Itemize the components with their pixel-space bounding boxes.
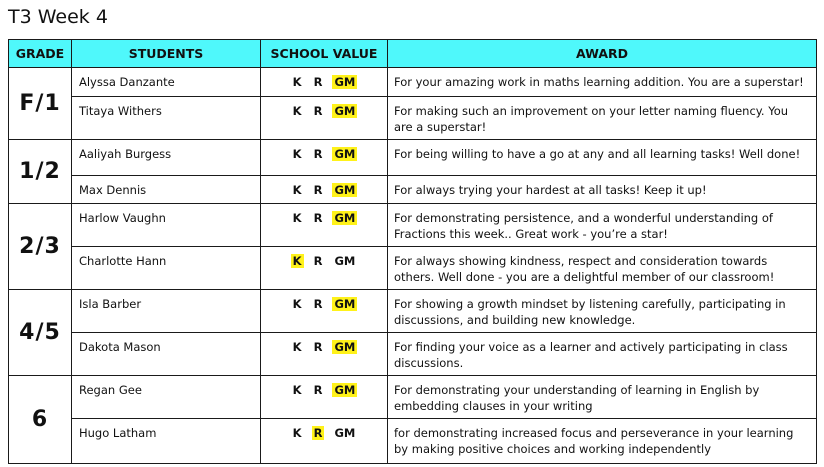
school-value-k: K bbox=[292, 211, 302, 225]
student-name: Max Dennis bbox=[72, 176, 261, 204]
school-value-cell bbox=[261, 290, 388, 333]
school-value-r: R bbox=[313, 211, 323, 225]
award-text: for demonstrating increased focus and perseverance in your learning by making positive choices and working independently bbox=[388, 419, 817, 464]
award-text: For your amazing work in maths learning addition. You are a superstar! bbox=[388, 68, 817, 97]
school-value-k: K bbox=[292, 426, 302, 440]
grade-header: GRADE bbox=[9, 40, 72, 68]
school-value-gm: GM bbox=[334, 254, 356, 268]
school-value-cell bbox=[261, 68, 388, 97]
school-value-gm: GM bbox=[334, 104, 356, 118]
award-text: For making such an improvement on your letter naming fluency. You are a superstar! bbox=[388, 97, 817, 140]
school-value-r: R bbox=[313, 147, 323, 161]
school-value-gm: GM bbox=[334, 426, 356, 440]
school-value-gm: GM bbox=[334, 297, 356, 311]
awards-table bbox=[8, 39, 817, 464]
award-header: AWARD bbox=[388, 40, 817, 68]
school-value-r: R bbox=[313, 426, 323, 440]
student-name: Isla Barber bbox=[72, 290, 261, 333]
school-value-gm: GM bbox=[334, 383, 356, 397]
table-row bbox=[9, 204, 817, 247]
grade-cell: 6 bbox=[9, 376, 72, 464]
school-value-r: R bbox=[313, 75, 323, 89]
school-value-k: K bbox=[292, 75, 302, 89]
award-text: For being willing to have a go at any and all learning tasks! Well done! bbox=[388, 140, 817, 176]
school-value-gm: GM bbox=[334, 340, 356, 354]
school-value-cell bbox=[261, 204, 388, 247]
school-value-k: K bbox=[292, 340, 302, 354]
student-name: Hugo Latham bbox=[72, 419, 261, 464]
table-row bbox=[9, 140, 817, 176]
award-text: For always trying your hardest at all tasks! Keep it up! bbox=[388, 176, 817, 204]
table-row bbox=[9, 176, 817, 204]
table-row bbox=[9, 290, 817, 333]
school-value-k: K bbox=[292, 297, 302, 311]
student-name: Regan Gee bbox=[72, 376, 261, 419]
school-value-gm: GM bbox=[334, 183, 356, 197]
school-value-r: R bbox=[313, 183, 323, 197]
student-name: Harlow Vaughn bbox=[72, 204, 261, 247]
table-row bbox=[9, 376, 817, 419]
student-name: Charlotte Hann bbox=[72, 247, 261, 290]
school-value-cell bbox=[261, 333, 388, 376]
school-value-gm: GM bbox=[334, 211, 356, 225]
school-value-k: K bbox=[292, 183, 302, 197]
award-text: For finding your voice as a learner and actively participating in class discussions. bbox=[388, 333, 817, 376]
table-row bbox=[9, 68, 817, 97]
school-value-cell bbox=[261, 140, 388, 176]
school-value-k: K bbox=[292, 383, 302, 397]
award-text: For demonstrating your understanding of learning in English by embedding clauses in your writing bbox=[388, 376, 817, 419]
grade-cell: 1/2 bbox=[9, 140, 72, 204]
school-value-cell bbox=[261, 176, 388, 204]
student-name: Alyssa Danzante bbox=[72, 68, 261, 97]
school-value-gm: GM bbox=[334, 75, 356, 89]
header-row bbox=[9, 40, 817, 68]
award-text: For showing a growth mindset by listening carefully, participating in discussions, and building new knowledge. bbox=[388, 290, 817, 333]
student-name: Aaliyah Burgess bbox=[72, 140, 261, 176]
school-value-cell bbox=[261, 376, 388, 419]
school-value-k: K bbox=[292, 254, 302, 268]
grade-cell: 4/5 bbox=[9, 290, 72, 376]
school-value-cell bbox=[261, 419, 388, 464]
student-name: Titaya Withers bbox=[72, 97, 261, 140]
school-value-r: R bbox=[313, 297, 323, 311]
table-row bbox=[9, 419, 817, 464]
school-value-k: K bbox=[292, 147, 302, 161]
students-header: STUDENTS bbox=[72, 40, 261, 68]
school-value-r: R bbox=[313, 340, 323, 354]
grade-cell: F/1 bbox=[9, 68, 72, 140]
student-name: Dakota Mason bbox=[72, 333, 261, 376]
school-value-r: R bbox=[313, 383, 323, 397]
school-value-r: R bbox=[313, 254, 323, 268]
school-value-cell bbox=[261, 97, 388, 140]
school-value-k: K bbox=[292, 104, 302, 118]
table-row bbox=[9, 333, 817, 376]
page-title: T3 Week 4 bbox=[8, 6, 108, 28]
school-value-cell bbox=[261, 247, 388, 290]
school-value-r: R bbox=[313, 104, 323, 118]
school-value-gm: GM bbox=[334, 147, 356, 161]
table-row bbox=[9, 247, 817, 290]
table-row bbox=[9, 97, 817, 140]
award-text: For demonstrating persistence, and a wonderful understanding of Fractions this week.. Great work - you’re a star! bbox=[388, 204, 817, 247]
school-value-header: SCHOOL VALUE bbox=[261, 40, 388, 68]
grade-cell: 2/3 bbox=[9, 204, 72, 290]
award-text: For always showing kindness, respect and consideration towards others. Well done - you are a delightful member of our classroom! bbox=[388, 247, 817, 290]
awards-body bbox=[9, 68, 817, 464]
